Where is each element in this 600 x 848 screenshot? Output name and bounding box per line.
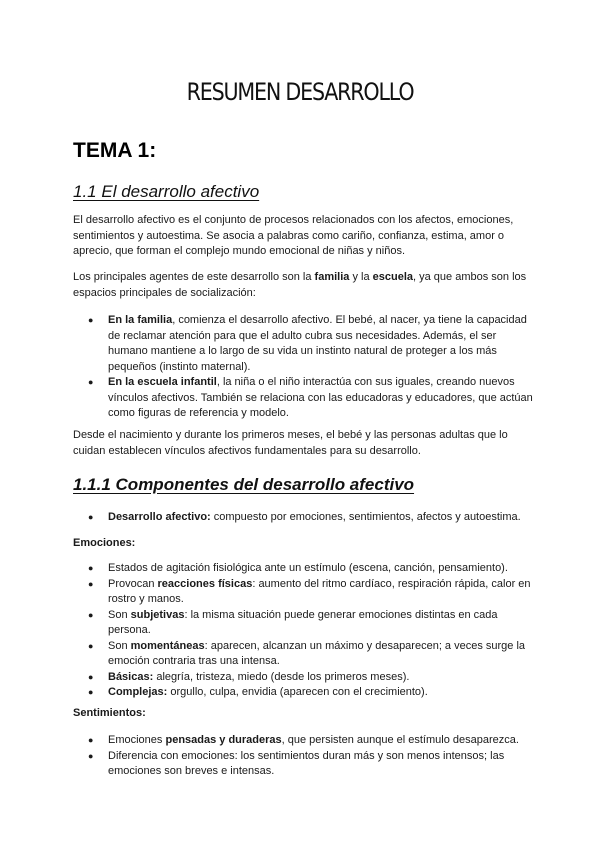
- item-post: alegría, tristeza, miedo (desde los primeros meses).: [153, 670, 410, 683]
- paragraph-definition: El desarrollo afectivo es el conjunto de procesos relacionados con los afectos, emociones, sentimientos y autoestima. Se asocia a palabras como cariño, confianza, estima, amor o aprecio, que forman el complejo mundo emocional de niñas y niños.: [73, 214, 514, 257]
- paragraph-vinculos: Desde el nacimiento y durante los primeros meses, el bebé y las personas adultas que lo cuidan establecen vínculos afectivos fundamentales para su desarrollo.: [73, 429, 508, 457]
- bullet-icon: ●: [88, 687, 94, 697]
- list-item: [73, 561, 533, 577]
- item-post: , que persisten aunque el estímulo desaparezca.: [281, 734, 519, 746]
- item-bold: reacciones físicas: [157, 577, 253, 590]
- emociones-list: [73, 561, 533, 701]
- item-post: : la misma situación puede generar emociones distintas en cada persona.: [108, 608, 498, 636]
- item-bold: Básicas:: [108, 670, 154, 683]
- item-post: orgullo, culpa, envidia (aparecen con el crecimiento).: [167, 686, 428, 698]
- list-item: [73, 639, 533, 670]
- item-bold: En la familia: [108, 314, 173, 326]
- bullet-icon: ●: [88, 377, 94, 387]
- bullet-icon: ●: [88, 563, 94, 573]
- item-pre: Estados de agitación fisiológica ante un estímulo (escena, canción, pensamiento).: [108, 562, 508, 574]
- text-span: Los principales agentes de este desarrollo son la: [73, 271, 315, 283]
- sentimientos-list: [73, 733, 533, 780]
- section-heading-desarrollo-afectivo: 1.1 El desarrollo afectivo: [73, 182, 260, 201]
- item-text: compuesto por emociones, sentimientos, afectos y autoestima.: [210, 511, 521, 523]
- item-post: : aparecen, alcanzan un máximo y desaparecen; a veces surge la emoción contraria tras una intensa.: [108, 639, 526, 667]
- agents-list: [73, 313, 533, 422]
- text-span: y la: [349, 271, 373, 283]
- emociones-label: Emociones:: [73, 537, 136, 549]
- item-pre: Diferencia con emociones: los sentimientos duran más y son menos intensos; las emociones son breves e intensas.: [108, 749, 505, 777]
- item-text: , la niña o el niño interactúa con sus iguales, creando nuevos vínculos afectivos. También se relaciona con las educadoras y educadores, que actúan como figuras de referencia y modelo.: [108, 376, 533, 419]
- list-item: [73, 670, 533, 686]
- item-bold: momentáneas: [130, 639, 205, 652]
- list-item: [73, 733, 533, 749]
- list-item: [73, 510, 533, 526]
- item-pre: Provocan: [108, 577, 158, 590]
- bold-escuela: escuela: [372, 271, 414, 283]
- bullet-icon: ●: [88, 750, 94, 761]
- list-item: [73, 685, 533, 701]
- list-item: [73, 749, 533, 780]
- item-pre: Emociones: [108, 734, 166, 746]
- sentimientos-label: Sentimientos:: [73, 707, 146, 719]
- section-heading-componentes: 1.1.1 Componentes del desarrollo afectivo: [73, 475, 415, 494]
- bullet-icon: ●: [88, 578, 94, 589]
- bullet-icon: ●: [88, 315, 94, 325]
- item-bold: Complejas:: [108, 686, 168, 698]
- bullet-icon: ●: [88, 671, 94, 682]
- item-post: : aumento del ritmo cardíaco, respiración rápida, calor en rostro y manos.: [108, 577, 531, 605]
- list-item: [73, 577, 533, 608]
- text-span: , ya que ambos son los espacios principales de socialización:: [73, 271, 527, 299]
- list-item: [73, 313, 533, 375]
- bullet-icon: ●: [88, 512, 94, 522]
- bullet-icon: ●: [88, 640, 94, 651]
- list-item: [73, 608, 533, 639]
- item-bold: subjetivas: [130, 608, 185, 621]
- bullet-icon: ●: [88, 735, 94, 745]
- bullet-icon: ●: [88, 609, 94, 620]
- intro-list: [73, 510, 533, 526]
- tema-heading: TEMA 1:: [73, 139, 157, 162]
- bold-familia: familia: [314, 271, 350, 283]
- item-bold: pensadas y duraderas: [165, 734, 282, 746]
- paragraph-agents: [73, 270, 533, 301]
- list-item: [73, 375, 533, 422]
- item-text: , comienza el desarrollo afectivo. El bebé, al nacer, ya tiene la capacidad de reclamar atención para que el adulto cubra sus necesidades. Además, el ser humano mantiene a lo largo de su vida un instinto natural de proteger a los más pequeños (instinto maternal).: [108, 314, 527, 373]
- item-pre: Son: [108, 639, 131, 652]
- item-bold: En la escuela infantil: [108, 376, 217, 388]
- item-pre: Son: [108, 608, 131, 621]
- document-title: RESUMEN DESARROLLO: [186, 78, 414, 106]
- item-bold: Desarrollo afectivo:: [108, 511, 211, 523]
